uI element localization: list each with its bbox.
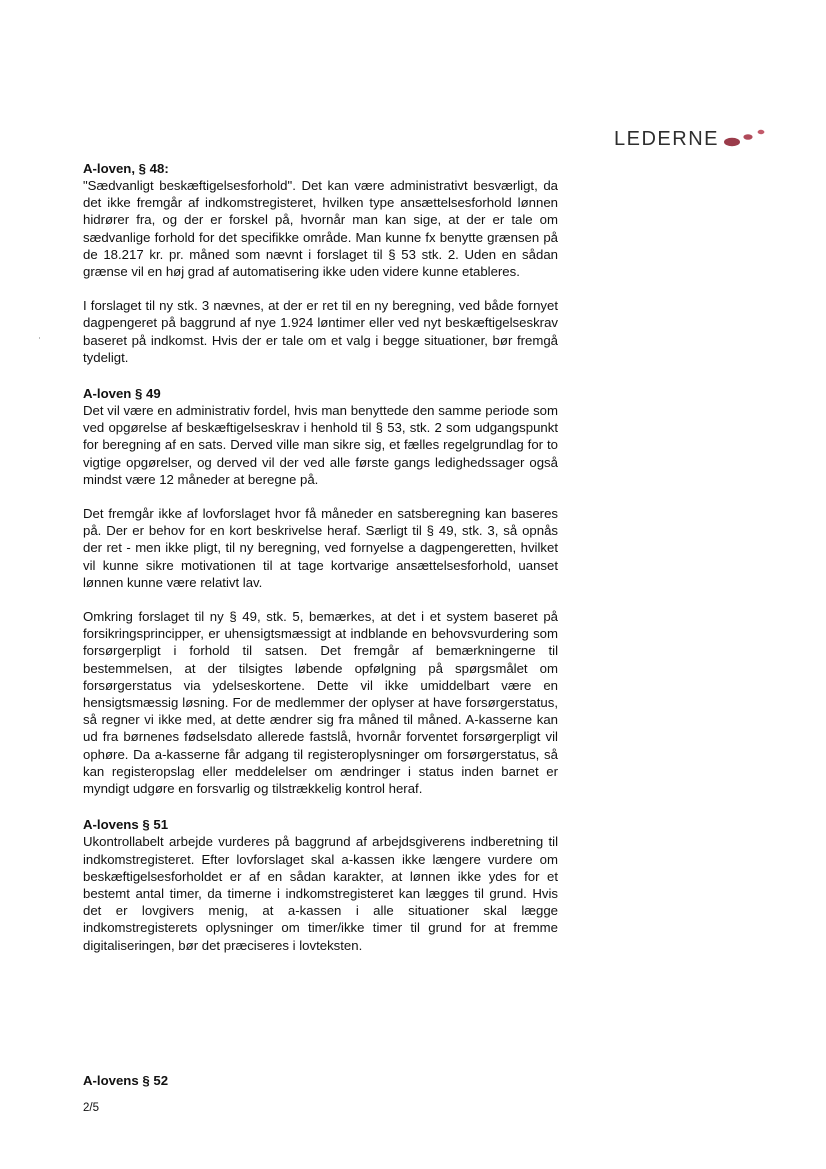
paragraph: Det fremgår ikke af lovforslaget hvor få måneder en satsberegning kan baseres på. Der er behov for en kort beskrivelse heraf. Særligt til § 49, stk. 3, så opnås der ret - men ikke pligt, til ny beregning, ved fornyelse a dagpengeretten, hvilket vil kunne sikre motivationen til at tage kortvarige ansættelsesforhold, uanset lønnen kunne være relativt lav. xyxy=(83,506,558,590)
paragraph: Det vil være en administrativ fordel, hvis man benyttede den samme periode som ved opgørelse af beskæftigelseskrav i henhold til § 53, stk. 2 som udgangspunkt for beregning af en sats. Derved ville man sikre sig, et fælles regelgrundlag for to vigtige opgørelser, og derved vil der ved alle første gangs ledighedssager også mindst være 12 måneder at beregne på. xyxy=(83,403,558,487)
logo-dot-medium xyxy=(743,134,752,140)
section-heading: A-loven, § 48: xyxy=(83,161,169,176)
section-a-loven-48 xyxy=(83,160,558,366)
company-logo xyxy=(614,127,771,151)
paragraph: "Sædvanligt beskæftigelsesforhold". Det kan være administrativt besværligt, da det ikke fremgår af indkomstregisteret, hvilken type ansættelsesforhold lønnen hidrører fra, og der er forskel på, hvornår man kan sige, at der er tale om sædvanlige forhold for det specifikke område. Man kunne fx benytte grænsen på de 18.217 kr. pr. måned som nævnt i forslaget til § 53 stk. 2. Uden en sådan grænse vil en høj grad af automatisering ikke uden videre kunne etableres. xyxy=(83,178,558,280)
margin-mark xyxy=(39,337,40,339)
logo-text: LEDERNE xyxy=(614,128,719,150)
section-a-lovens-51 xyxy=(83,816,558,953)
logo-dot-large xyxy=(724,138,740,146)
section-heading: A-lovens § 51 xyxy=(83,817,169,833)
document-body xyxy=(83,160,558,973)
logo-dots-icon xyxy=(723,127,771,151)
paragraph: Ukontrollabelt arbejde vurderes på baggrund af arbejdsgiverens indberetning til indkomstregisteret. Efter lovforslaget skal a-kassen ikke længere vurdere om beskæftigelsesforholdet er af en sådan karakter, at lønnen ikke ydes for et bestemt antal timer, da timerne i indkomstregisteret kan lægges til grund. Hvis det er lovgivers menig, at a-kassen i alle situationer skal lægge indkomstregisterets oplysninger om timer/ikke timer til grund for at fremme digitaliseringen, bør det præciseres i lovteksten. xyxy=(83,834,558,953)
section-heading-a-lovens-52: A-lovens § 52 xyxy=(83,1073,169,1088)
paragraph: I forslaget til ny stk. 3 nævnes, at der er ret til en ny beregning, ved både fornyet dagpengeret på baggrund af nye 1.924 løntimer eller ved nyt beskæftigelseskrav baseret på indkomst. Hvis der er tale om et valg i begge situationer, bør fremgå tydeligt. xyxy=(83,298,558,365)
logo-dot-small xyxy=(758,130,765,134)
paragraph: Omkring forslaget til ny § 49, stk. 5, bemærkes, at det i et system baseret på forsikringsprincipper, er uhensigtsmæssigt at indblande en behovsvurdering som forsørgerpligt i forhold til satsen. Det fremgår af bemærkningerne til bestemmelsen, at der tilsigtes løbende opfølgning på spørgsmålet om forsørgerstatus via ydelseskortene. Dette vil ikke umiddelbart være en hensigtsmæssig løsning. For de medlemmer der oplyser at have forsørgerstatus, så regner vi ikke med, at dette ændrer sig fra måned til måned. A-kasserne kan ud fra børnenes fødselsdato allerede fastslå, hvornår forventet forsørgerpligt vil ophøre. Da a-kasserne får adgang til registeroplysninger om forsørgerstatus, så kan registeropslag eller meddelelser om ændringer i status inden barnet er myndigt udgøre en forsvarlig og tilstrækkelig kontrol heraf. xyxy=(83,609,558,797)
page-number: 2/5 xyxy=(83,1102,99,1114)
section-heading: A-loven § 49 xyxy=(83,386,161,402)
section-a-loven-49 xyxy=(83,385,558,797)
